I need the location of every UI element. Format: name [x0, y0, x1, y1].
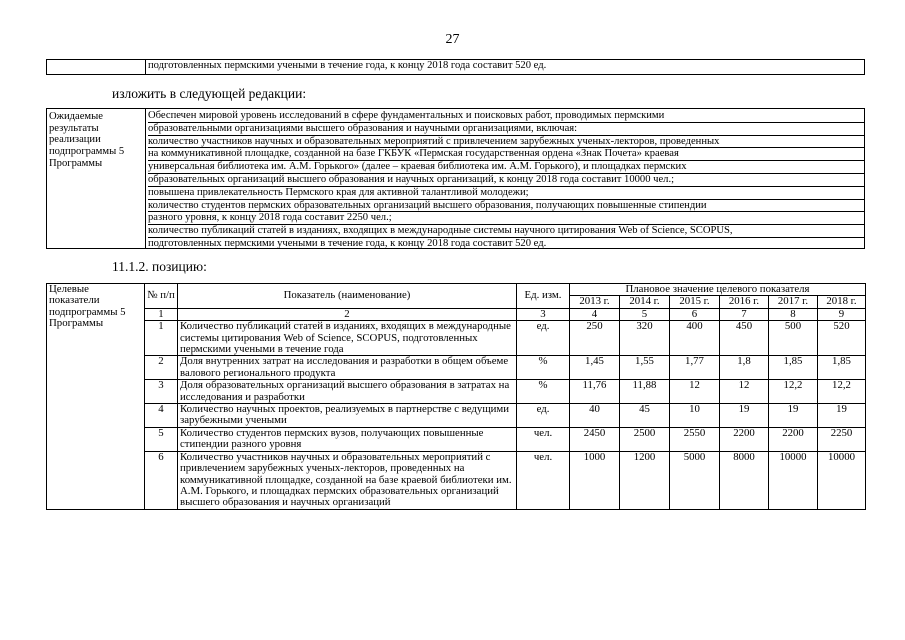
value-cell: 11,88: [620, 380, 670, 404]
value-cell: 250: [570, 321, 620, 356]
expected-results-block: [46, 108, 865, 249]
value-cell: 11,76: [570, 380, 620, 404]
value-cell: 12,2: [769, 380, 818, 404]
row-number: 4: [145, 404, 178, 428]
value-cell: 45: [620, 404, 670, 428]
page-number: 27: [445, 32, 460, 47]
label-line: результаты: [49, 122, 99, 134]
results-line: образовательных организаций высшего образования и научных организаций, к концу 2018 года составит 10000 чел.;: [148, 174, 864, 187]
value-cell: 12,2: [818, 380, 866, 404]
column-number: 1: [145, 308, 178, 320]
value-cell: 1,45: [570, 356, 620, 380]
label-line: Целевые: [49, 283, 89, 295]
value-cell: 2550: [670, 427, 720, 451]
header-year: 2018 г.: [818, 296, 866, 308]
results-line: повышена привлекательность Пермского края для активной талантливой молодежи;: [148, 187, 864, 200]
indicators-label: [47, 284, 145, 510]
header-year: 2014 г.: [620, 296, 670, 308]
label-line: подпрограммы 5: [49, 305, 126, 318]
fragment-text: подготовленных пермскими учеными в течение года, к концу 2018 года составит 520 ед.: [145, 60, 864, 74]
value-cell: 5000: [670, 451, 720, 509]
label-line: Ожидаемые: [49, 111, 103, 122]
value-cell: 10000: [769, 451, 818, 509]
label-line: Программы: [49, 317, 104, 330]
value-cell: 1,77: [670, 356, 720, 380]
results-label: [49, 111, 144, 170]
value-cell: 12: [720, 380, 769, 404]
value-cell: 2200: [720, 427, 769, 451]
indicator-name: Доля образовательных организаций высшего образования в затратах на исследования и разработки: [178, 380, 517, 404]
value-cell: 1000: [570, 451, 620, 509]
indicator-name: Количество публикаций статей в изданиях, входящих в международные системы цитирования Web of Science, SCOPUS, подготовленных пермскими учеными в течение года: [178, 321, 517, 356]
column-number: 3: [517, 308, 570, 320]
row-number: 1: [145, 321, 178, 356]
row-number: 6: [145, 451, 178, 509]
value-cell: 19: [720, 404, 769, 428]
value-cell: 1,55: [620, 356, 670, 380]
indicator-name: Количество студентов пермских вузов, получающих повышенные стипендии разного уровня: [178, 427, 517, 451]
results-line: подготовленных пермскими учеными в течение года, к концу 2018 года составит 520 ед.: [148, 238, 864, 248]
row-number: 2: [145, 356, 178, 380]
value-cell: 1,85: [769, 356, 818, 380]
table-row: [47, 380, 866, 404]
results-line: количество публикаций статей в изданиях, входящих в международные системы научного цитирования Web of Science, SCOPUS,: [148, 225, 864, 238]
column-number: 6: [670, 308, 720, 320]
value-cell: 10000: [818, 451, 866, 509]
header-year: 2017 г.: [769, 296, 818, 308]
column-number: 2: [178, 308, 517, 320]
column-number: 8: [769, 308, 818, 320]
value-cell: 1200: [620, 451, 670, 509]
value-cell: 500: [769, 321, 818, 356]
results-line: образовательными организациями высшего образования и научными организациями, включая:: [148, 123, 864, 136]
unit-cell: %: [517, 356, 570, 380]
value-cell: 40: [570, 404, 620, 428]
unit-cell: ед.: [517, 404, 570, 428]
table-row: [47, 427, 866, 451]
column-number: 9: [818, 308, 866, 320]
item-instruction: 11.1.2. позицию:: [112, 259, 207, 274]
label-line: подпрограммы 5: [49, 146, 125, 158]
unit-cell: чел.: [517, 427, 570, 451]
table-row: [47, 321, 866, 356]
value-cell: 1,8: [720, 356, 769, 380]
value-cell: 400: [670, 321, 720, 356]
results-line: разного уровня, к концу 2018 года составит 2250 чел.;: [148, 212, 864, 225]
value-cell: 2450: [570, 427, 620, 451]
results-line: Обеспечен мировой уровень исследований в сфере фундаментальных и поисковых работ, проводимых пермскими: [148, 110, 864, 123]
column-number: 7: [720, 308, 769, 320]
table-row: [47, 356, 866, 380]
row-number: 3: [145, 380, 178, 404]
header-year: 2016 г.: [720, 296, 769, 308]
results-line: количество участников научных и образовательных мероприятий с привлечением зарубежных ученых-лекторов, проведенных: [148, 136, 864, 149]
label-line: Программы: [49, 157, 103, 169]
value-cell: 19: [818, 404, 866, 428]
label-line: показатели: [49, 294, 100, 307]
value-cell: 2200: [769, 427, 818, 451]
indicators-table: [46, 283, 866, 510]
unit-cell: чел.: [517, 451, 570, 509]
column-number: 5: [620, 308, 670, 320]
value-cell: 2250: [818, 427, 866, 451]
label-line: реализации: [49, 134, 101, 146]
previous-table-fragment: [46, 59, 865, 75]
column-number: 4: [570, 308, 620, 320]
value-cell: 1,85: [818, 356, 866, 380]
unit-cell: %: [517, 380, 570, 404]
results-line: количество студентов пермских образовательных организаций высшего образования, получающих повышенные стипендии: [148, 200, 864, 213]
table-row: [47, 451, 866, 509]
value-cell: 12: [670, 380, 720, 404]
indicator-name: Количество научных проектов, реализуемых в партнерстве с ведущими зарубежными учеными: [178, 404, 517, 428]
value-cell: 10: [670, 404, 720, 428]
header-name: Показатель (наименование): [178, 284, 517, 309]
header-year: 2015 г.: [670, 296, 720, 308]
indicator-name: Доля внутренних затрат на исследования и разработки в общем объеме валового регионального продукта: [178, 356, 517, 380]
value-cell: 520: [818, 321, 866, 356]
header-year: 2013 г.: [570, 296, 620, 308]
value-cell: 320: [620, 321, 670, 356]
row-number: 5: [145, 427, 178, 451]
header-num: № п/п: [145, 284, 178, 309]
unit-cell: ед.: [517, 321, 570, 356]
header-unit: Ед. изм.: [517, 284, 570, 309]
edit-instruction: изложить в следующей редакции:: [112, 86, 307, 101]
value-cell: 450: [720, 321, 769, 356]
value-cell: 2500: [620, 427, 670, 451]
results-line: на коммуникативной площадке, созданной на базе ГКБУК «Пермская государственная ордена «Знак Почета» краевая: [148, 148, 864, 161]
table-row: [47, 404, 866, 428]
header-planned: Плановое значение целевого показателя: [570, 284, 866, 296]
results-text: [145, 109, 864, 248]
value-cell: 19: [769, 404, 818, 428]
value-cell: 8000: [720, 451, 769, 509]
results-line: универсальная библиотека им. А.М. Горького» (далее – краевая библиотека им. А.М. Горького), и площадках пермских: [148, 161, 864, 174]
indicator-name: Количество участников научных и образовательных мероприятий с привлечением зарубежных ученых-лекторов, проведенных на коммуникативной площадке, созданной на базе краевой библиотеки им. А.М. Горького, и площадках пермских образовательных организаций высшего образования и научных организаций: [178, 451, 517, 509]
